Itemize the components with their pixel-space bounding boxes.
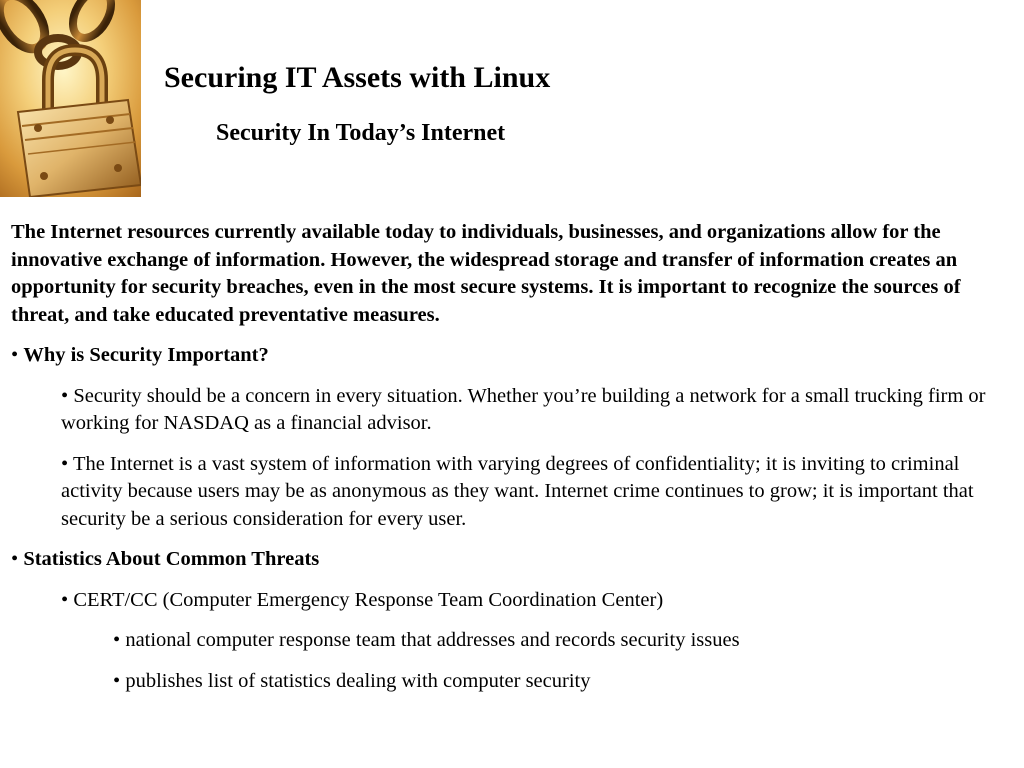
sub-list-item [113,627,1014,655]
section-heading-statistics [11,546,1014,574]
section-heading-label: Why is Security Important? [23,344,269,366]
list-item [61,383,1014,438]
bullet: • [11,344,24,366]
list-item-text: CERT/CC (Computer Emergency Response Team Coordination Center) [73,588,664,611]
bullet: • [113,669,126,692]
bullet: • [61,588,74,611]
section-heading-label: Statistics About Common Threats [23,548,320,570]
section-heading-why-security [11,342,1014,370]
list-item [61,587,1014,615]
padlock-chain-image [0,0,141,197]
page-title: Securing IT Assets with Linux [164,61,551,94]
bullet: • [113,629,126,651]
bullet: • [61,384,74,407]
list-item-text: The Internet is a vast system of information with varying degrees of confidentiality; it is inviting to criminal activity because users may be as anonymous as they want. Internet crime continues to grow; it is important that security be a serious consideration for every user. [61,452,974,530]
padlock-chain-icon [0,0,141,197]
bullet: • [11,548,24,570]
list-item-text: Security should be a concern in every situation. Whether you’re building a network for a small trucking firm or working for NASDAQ as a financial advisor. [61,384,986,434]
sub-list-item [113,668,1014,696]
slide-body [11,219,1014,708]
list-item [61,451,1014,534]
bullet: • [61,452,73,475]
sub-list-item-text: national computer response team that addresses and records security issues [125,629,740,651]
page-subtitle: Security In Today’s Internet [216,120,506,146]
intro-paragraph: The Internet resources currently available today to individuals, businesses, and organizations allow for the innovative exchange of information. However, the widespread storage and transfer of information creates an opportunity for security breaches, even in the most secure systems. It is important to recognize the sources of threat, and take educated preventative measures. [11,221,961,326]
sub-list-item-text: publishes list of statistics dealing with computer security [125,669,591,692]
